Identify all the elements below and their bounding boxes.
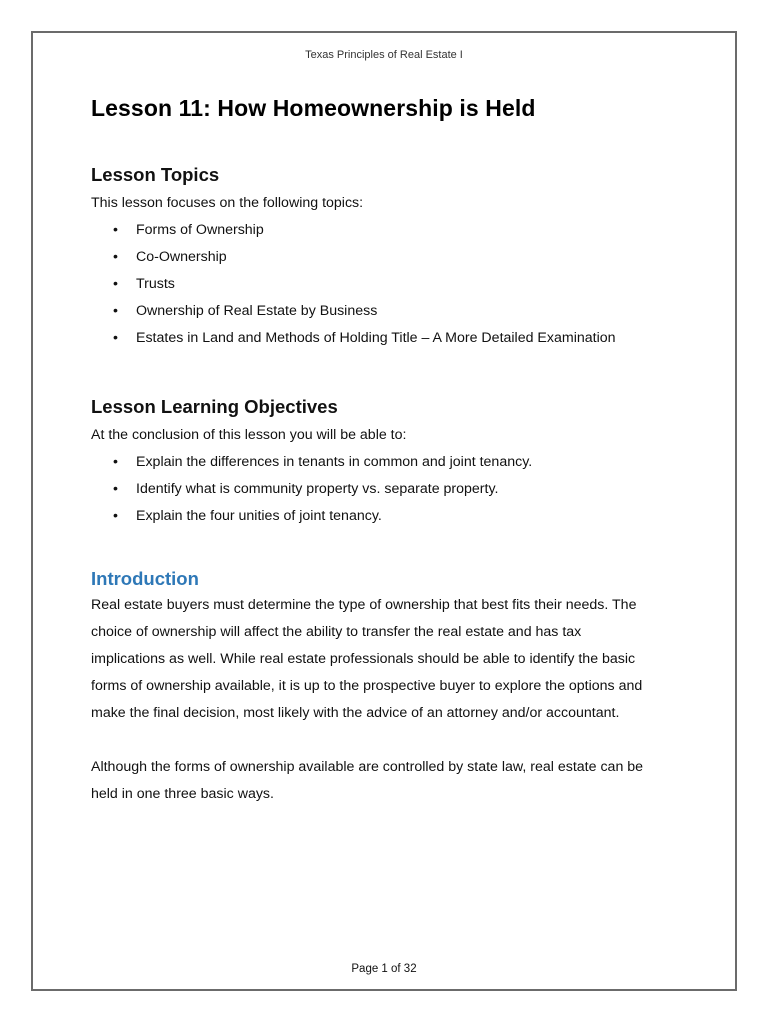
page-number-footer: Page 1 of 32 [351, 963, 417, 975]
introduction-heading: Introduction [91, 568, 199, 589]
list-item-text: Co-Ownership [136, 249, 227, 265]
bullet-glyph: • [113, 249, 118, 265]
paragraph-line: make the final decision, most likely with the advice of an attorney and/or accountant. [91, 705, 620, 721]
learning-objectives-list [91, 449, 701, 530]
paragraph-line: choice of ownership will affect the ability to transfer the real estate and has tax [91, 624, 582, 640]
list-item [91, 244, 701, 271]
lesson-topics-list [91, 217, 701, 352]
list-item [91, 503, 701, 530]
page-content [91, 95, 701, 808]
bullet-glyph: • [113, 276, 118, 292]
list-item [91, 449, 701, 476]
list-item-text: Forms of Ownership [136, 222, 264, 238]
introduction-paragraph-2 [91, 754, 701, 808]
bullet-glyph: • [113, 330, 118, 346]
paragraph-line: Real estate buyers must determine the type of ownership that best fits their needs. The [91, 597, 637, 613]
bullet-glyph: • [113, 508, 118, 524]
bullet-glyph: • [113, 481, 118, 497]
paragraph-line: implications as well. While real estate professionals should be able to identify the basic [91, 651, 636, 667]
list-item-text: Ownership of Real Estate by Business [136, 303, 378, 319]
list-item-text: Identify what is community property vs. separate property. [136, 481, 499, 497]
list-item-text: Trusts [136, 276, 175, 292]
bullet-glyph: • [113, 454, 118, 470]
list-item [91, 476, 701, 503]
lesson-topics-heading: Lesson Topics [91, 164, 220, 185]
bullet-glyph: • [113, 303, 118, 319]
list-item [91, 298, 701, 325]
paragraph-line: held in one three basic ways. [91, 786, 274, 802]
list-item-text: Explain the differences in tenants in common and joint tenancy. [136, 454, 533, 470]
learning-objectives-heading: Lesson Learning Objectives [91, 396, 338, 417]
introduction-paragraph-1 [91, 592, 701, 727]
list-item-text: Explain the four unities of joint tenancy. [136, 508, 382, 524]
list-item [91, 271, 701, 298]
paragraph-line: forms of ownership available, it is up to the prospective buyer to explore the options and [91, 678, 643, 694]
list-item-text: Estates in Land and Methods of Holding Title – A More Detailed Examination [136, 330, 616, 346]
bullet-glyph: • [113, 222, 118, 238]
list-item [91, 325, 701, 352]
lesson-title: Lesson 11: How Homeownership is Held [91, 95, 536, 121]
list-item [91, 217, 701, 244]
running-header: Texas Principles of Real Estate I [305, 49, 463, 61]
lesson-topics-intro: This lesson focuses on the following topics: [91, 195, 364, 211]
document-page [31, 31, 737, 991]
paragraph-line: Although the forms of ownership available are controlled by state law, real estate can be [91, 759, 644, 775]
learning-objectives-intro: At the conclusion of this lesson you will be able to: [91, 427, 407, 443]
